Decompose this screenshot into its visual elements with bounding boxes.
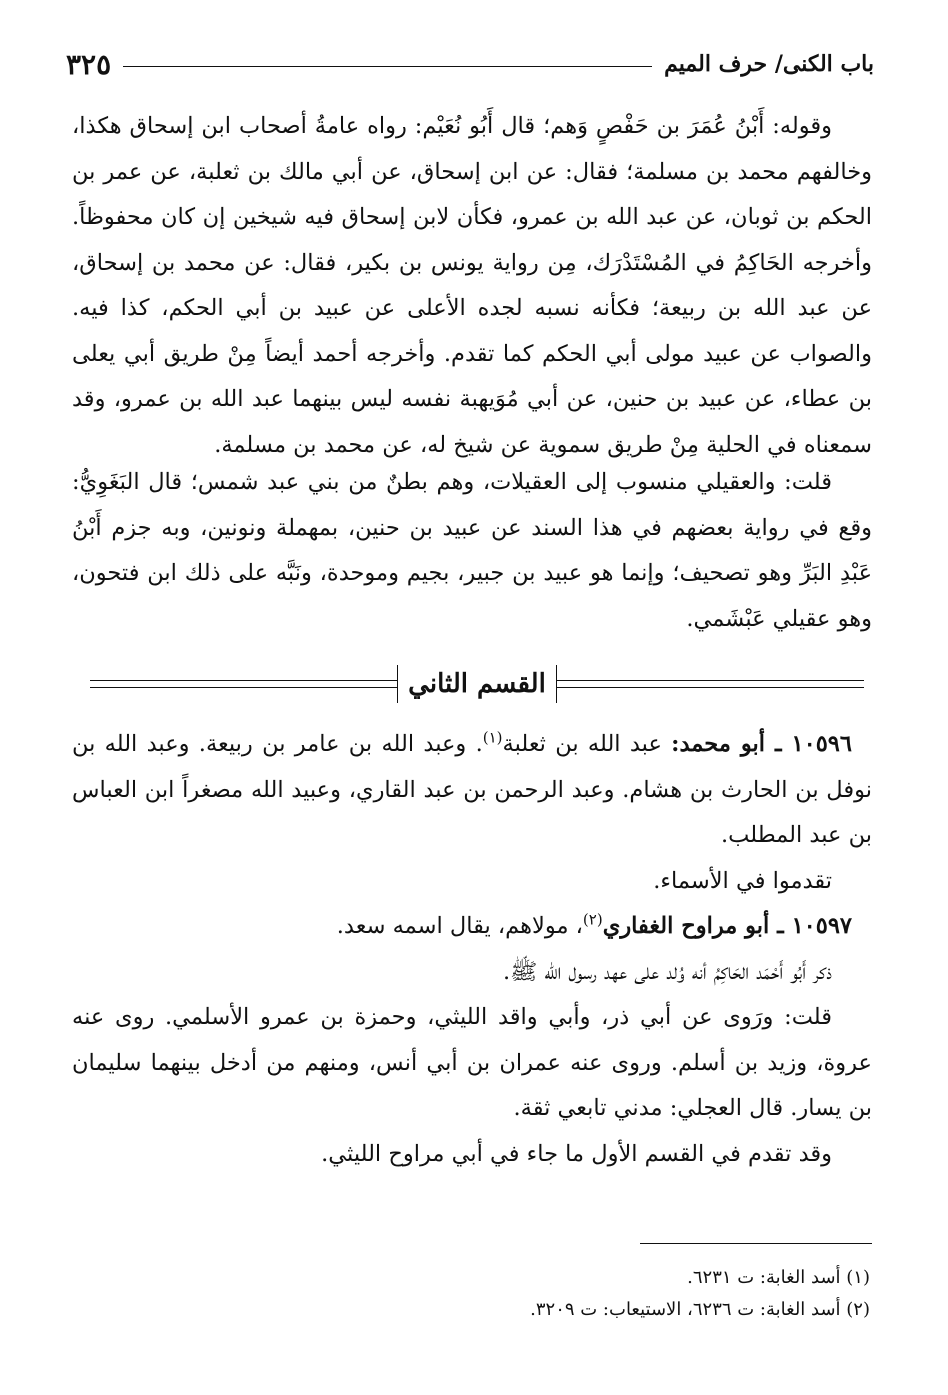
entry-10597-heading: ١٠٥٩٧ ـ أبو مراوح الغفاري [602, 913, 852, 939]
footnote-marker-1: (١) [482, 728, 503, 747]
footnote-separator [640, 1243, 872, 1244]
entry-10596-text: . وعبد الله بن عامر بن ربيعة. وعبد الله بن نوفل بن الحارث بن هشام. وعبد الرحمن بن عبد القاري، وعبيد الله مصغراً ابن العباس بن عبد المطلب. [72, 731, 872, 848]
entry-10596-heading: ١٠٥٩٦ ـ أبو محمد: [671, 731, 852, 757]
footnote-1: (١) أسد الغابة: ت ٦٢٣١. [687, 1267, 870, 1288]
entry-10596 [72, 722, 872, 859]
entry-10596-name: عبد الله بن ثعلبة [502, 731, 662, 757]
section-divider-line-right [557, 680, 864, 688]
entry-10597 [72, 904, 872, 950]
page-number: ٣٢٥ [66, 47, 112, 81]
footnote-2: (٢) أسد الغابة: ت ٦٢٣٦، الاستيعاب: ت ٣٢٠٩. [530, 1299, 870, 1320]
running-head [66, 44, 874, 84]
running-head-title: باب الكنى/ حرف الميم [664, 51, 874, 77]
section-divider [90, 662, 864, 706]
footnote-marker-2: (٢) [582, 910, 603, 929]
paragraph-qultu-aqili: قلت: والعقيلي منسوب إلى العقيلات، وهم بطنٌ من بني عبد شمس؛ قال البَغَوِيُّ: وقع في رواية بعضهم في هذا السند عن عبيد بن حنين، بمهملة ونونين، وبه جزم أَبْنُ عَبْدِ البَرِّ وهو تصحيف؛ وإنما هو عبيد بن جبير، بجيم وموحدة، ونَبَّه على ذلك ابن فتحون، وهو عقيلي عَبْشَمي. [72, 469, 872, 632]
running-head-rule [123, 66, 652, 67]
entry-10597-text: ، مولاهم، يقال اسمه سعد. [336, 913, 583, 939]
text-block-section-two [72, 722, 872, 1177]
paragraph-names: تقدموا في الأسماء. [653, 867, 832, 894]
footnotes [150, 1262, 870, 1326]
text-block-note [72, 460, 872, 642]
paragraph-closing: وقد تقدم في القسم الأول ما جاء في أبي مراوح الليثي. [321, 1140, 832, 1167]
paragraph-qultu-narrators: قلت: ورَوى عن أبي ذر، وأبي واقد الليثي، وحمزة بن عمرو الأسلمي. روى عنه عروة، وزيد بن أسلم. وروى عنه عمران بن أبي أنس، ومنهم من أدخل بينهما سليمان بن يسار. قال العجلي: مدني تابعي ثقة. [72, 1004, 872, 1121]
section-divider-line-left [90, 680, 397, 688]
paragraph-hakim: ذكر أَبُو أَحْمَد الحَاكِمُ أنه وُلد على عهد رسول الله ﷺ. [502, 958, 832, 985]
paragraph-abu-nuaym: وقوله: أَبْنُ عُمَرَ بن حَفْصٍ وَهم؛ قال أَبُو نُعَيْم: رواه عامةُ أصحاب ابن إسحاق هكذا، وخالفهم محمد بن مسلمة؛ فقال: عن ابن إسحاق، عن أبي مالك بن ثعلبة، عن عمر بن الحكم بن ثوبان، عن عبد الله بن عمرو، فكأن لابن إسحاق فيه شيخين إن كان محفوظاً. وأخرجه الحَاكِمُ في المُسْتَدْرَك، مِن رواية يونس بن بكير، فقال: عن محمد بن إسحاق، عن عبد الله بن ربيعة؛ فكأنه نسبه لجده الأعلى عن عبيد بن أبي الحكم، كذا فيه. والصواب عن عبيد مولى أبي الحكم كما تقدم. وأخرجه أحمد أيضاً مِنْ طريق أبي يعلى بن عطاء، عن عبيد بن حنين، عن أبي مُوَيهبة نفسه ليس بينهما عبد الله بن عمرو، وقد سمعناه في الحلية مِنْ طريق سموية عن شيخ له، عن محمد بن مسلمة. [72, 113, 872, 458]
section-title: القسم الثاني [397, 665, 557, 703]
text-block-continuation [72, 104, 872, 468]
